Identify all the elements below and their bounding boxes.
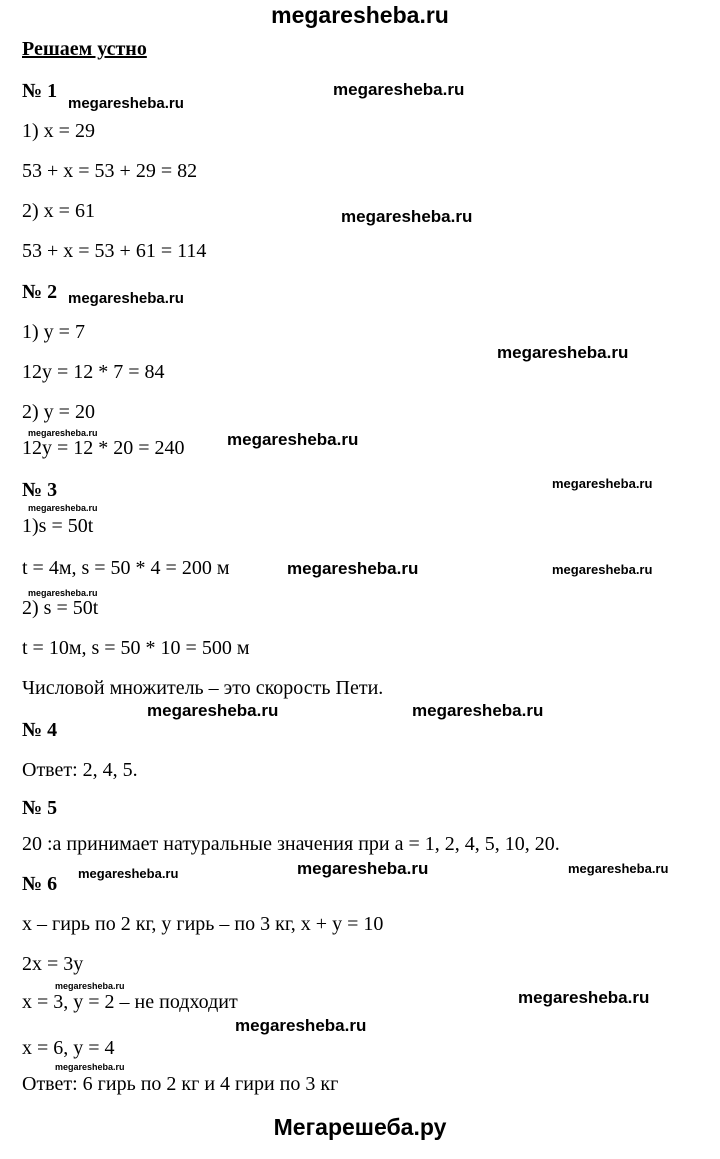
problem-1-number: № 1 [22, 80, 58, 102]
watermark: megaresheba.ru [297, 859, 429, 878]
watermark: megaresheba.ru [341, 207, 473, 226]
solution-line: 2) у = 20 [22, 401, 95, 423]
solution-line: 12у = 12 * 20 = 240 [22, 437, 185, 459]
watermark: megaresheba.ru [28, 428, 98, 438]
watermark: megaresheba.ru [147, 701, 279, 720]
solution-line: х = 3, у = 2 – не подходит [22, 991, 238, 1013]
problem-5-number: № 5 [22, 797, 58, 819]
solution-line: 2х = 3у [22, 953, 84, 975]
watermark: megaresheba.ru [78, 866, 179, 881]
solution-note: Числовой множитель – это скорость Пети. [22, 677, 384, 699]
watermark: megaresheba.ru [28, 588, 98, 598]
watermark: megaresheba.ru [68, 95, 184, 112]
solution-line: 1) у = 7 [22, 321, 85, 343]
watermark: megaresheba.ru [68, 290, 184, 307]
solution-line: 2) х = 61 [22, 200, 95, 222]
watermark: megaresheba.ru [412, 701, 544, 720]
problem-6-number: № 6 [22, 873, 58, 895]
solution-line: 1) х = 29 [22, 120, 95, 142]
watermark: megaresheba.ru [55, 981, 125, 991]
solution-line: 20 :а принимает натуральные значения при а = 1, 2, 4, 5, 10, 20. [22, 833, 560, 855]
watermark: megaresheba.ru [518, 988, 650, 1007]
problem-4-number: № 4 [22, 719, 58, 741]
solution-line: 53 + х = 53 + 61 = 114 [22, 240, 207, 262]
watermark: megaresheba.ru [227, 430, 359, 449]
problem-2-number: № 2 [22, 281, 58, 303]
watermark: megaresheba.ru [497, 343, 629, 362]
solution-line: 53 + х = 53 + 29 = 82 [22, 160, 198, 182]
watermark: megaresheba.ru [333, 80, 465, 99]
solution-line: 2) s = 50t [22, 597, 99, 619]
section-heading: Решаем устно [22, 38, 147, 60]
watermark: megaresheba.ru [28, 503, 98, 513]
answer-line: Ответ: 6 гирь по 2 кг и 4 гири по 3 кг [22, 1073, 339, 1095]
watermark: megaresheba.ru [235, 1016, 367, 1035]
page-header-watermark: megaresheba.ru [271, 2, 449, 28]
watermark: megaresheba.ru [287, 559, 419, 578]
watermark: megaresheba.ru [568, 861, 669, 876]
watermark: megaresheba.ru [552, 562, 653, 577]
page-footer-title: Мегарешеба.ру [273, 1114, 447, 1140]
answer-line: Ответ: 2, 4, 5. [22, 759, 138, 781]
solution-line: 1)s = 50t [22, 515, 94, 537]
problem-3-number: № 3 [22, 479, 58, 501]
solution-line: 12у = 12 * 7 = 84 [22, 361, 165, 383]
solution-line: t = 10м, s = 50 * 10 = 500 м [22, 637, 250, 659]
solution-line: х – гирь по 2 кг, у гирь – по 3 кг, х + у = 10 [22, 913, 384, 935]
watermark: megaresheba.ru [552, 476, 653, 491]
solution-line: t = 4м, s = 50 * 4 = 200 м [22, 557, 230, 579]
watermark: megaresheba.ru [55, 1062, 125, 1072]
solution-line: х = 6, у = 4 [22, 1037, 115, 1059]
